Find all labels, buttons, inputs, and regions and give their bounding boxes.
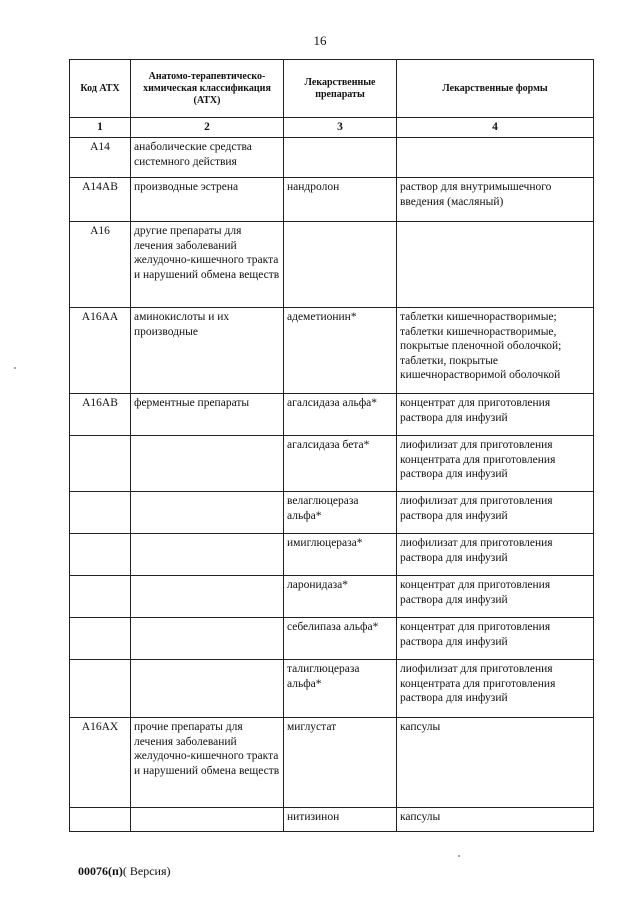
dosage-form: раствор для внутримышечного введения (масляный) [397,178,594,222]
atc-classification: анаболические средства системного действия [131,138,284,178]
drug-name [284,138,397,178]
table-row [70,178,594,222]
atc-classification [131,492,284,534]
drug-name: адеметионин* [284,308,397,394]
table-row [70,436,594,492]
atc-classification [131,618,284,660]
drug-name: нандролон [284,178,397,222]
column-number: 2 [131,118,284,138]
table-row [70,308,594,394]
atc-classification [131,576,284,618]
column-number: 1 [70,118,131,138]
table-row [70,718,594,808]
column-number-row [70,118,594,138]
header-row [70,60,594,118]
column-number: 3 [284,118,397,138]
page-number: 16 [313,33,327,48]
table-row [70,138,594,178]
atc-classification [131,436,284,492]
atc-code [70,492,131,534]
drug-name: велаглюцераза альфа* [284,492,397,534]
table-row [70,492,594,534]
atc-classification: ферментные препараты [131,394,284,436]
atc-code [70,576,131,618]
atc-code: A14AB [70,178,131,222]
scan-speck [14,367,16,369]
table-row [70,222,594,308]
dosage-form: лиофилизат для приготовления концентрата для приготовления раствора для инфузий [397,660,594,718]
scan-speck [458,855,460,857]
atc-code: A14 [70,138,131,178]
atc-code [70,534,131,576]
table-row [70,618,594,660]
drug-name: себелипаза альфа* [284,618,397,660]
table-row [70,534,594,576]
dosage-form: лиофилизат для приготовления концентрата для приготовления раствора для инфузий [397,436,594,492]
table-row [70,808,594,832]
version-label: ( Версия) [122,864,171,878]
dosage-form: концентрат для приготовления раствора для инфузий [397,394,594,436]
dosage-form [397,138,594,178]
drug-name [284,222,397,308]
atc-classification [131,808,284,832]
drug-name: агалсидаза бета* [284,436,397,492]
header-classification: Анатомо-терапевтическо-химическая классификация (АТХ) [131,60,284,118]
drug-name: агалсидаза альфа* [284,394,397,436]
atc-code: A16AA [70,308,131,394]
atc-code [70,436,131,492]
drug-name: талиглюцераза альфа* [284,660,397,718]
atc-classification [131,660,284,718]
footer [78,864,171,879]
atc-code: A16 [70,222,131,308]
atc-classification: производные эстрена [131,178,284,222]
atc-classification [131,534,284,576]
atc-code: A16AX [70,718,131,808]
atc-code [70,660,131,718]
drug-name: нитизинон [284,808,397,832]
atc-classification: аминокислоты и их производные [131,308,284,394]
table-row [70,660,594,718]
dosage-form: таблетки кишечнорастворимые; таблетки кишечнорастворимые, покрытые пленочной оболочкой; таблетки, покрытые кишечнорастворимой оболочкой [397,308,594,394]
dosage-form: капсулы [397,718,594,808]
dosage-form: концентрат для приготовления раствора для инфузий [397,576,594,618]
dosage-form: капсулы [397,808,594,832]
header-drugs: Лекарственные препараты [284,60,397,118]
atc-classification: прочие препараты для лечения заболеваний желудочно-кишечного тракта и нарушений обмена веществ [131,718,284,808]
drug-name: миглустат [284,718,397,808]
table-row [70,394,594,436]
dosage-form [397,222,594,308]
dosage-form: лиофилизат для приготовления раствора для инфузий [397,534,594,576]
atc-drug-table [69,59,594,832]
document-code: 00076(п) [78,864,123,878]
header-code: Код АТХ [70,60,131,118]
drug-name: ларонидаза* [284,576,397,618]
atc-code: A16AB [70,394,131,436]
atc-code [70,618,131,660]
dosage-form: концентрат для приготовления раствора для инфузий [397,618,594,660]
atc-classification: другие препараты для лечения заболеваний желудочно-кишечного тракта и нарушений обмена веществ [131,222,284,308]
table-row [70,576,594,618]
atc-code [70,808,131,832]
header-forms: Лекарственные формы [397,60,594,118]
drug-name: имиглюцераза* [284,534,397,576]
column-number: 4 [397,118,594,138]
dosage-form: лиофилизат для приготовления раствора для инфузий [397,492,594,534]
